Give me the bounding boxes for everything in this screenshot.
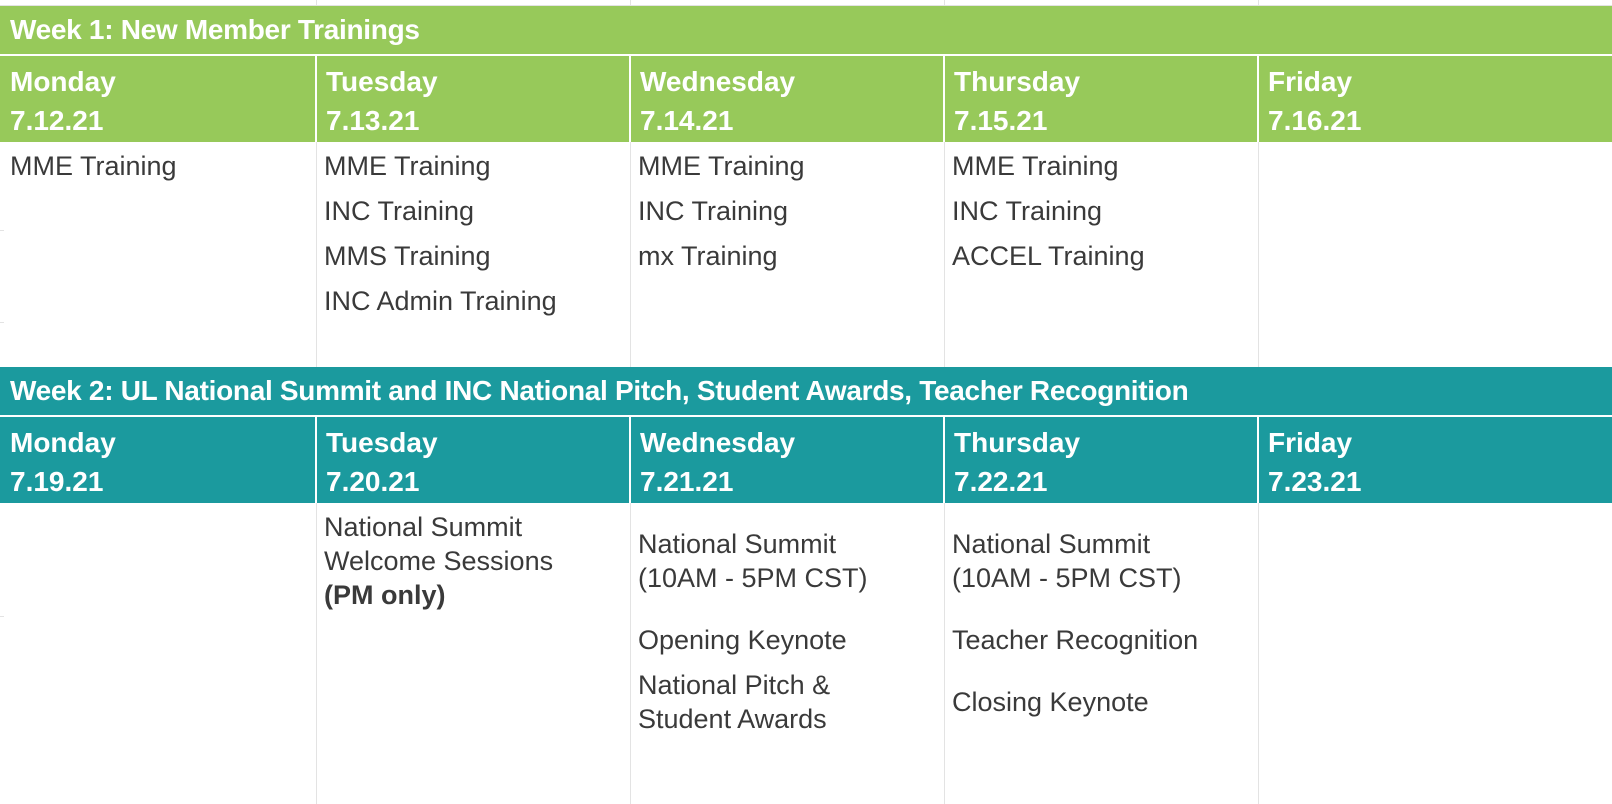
day-name: Monday	[10, 427, 116, 458]
day-name: Friday	[1268, 66, 1353, 97]
pitch-line-1: National Pitch &	[638, 670, 831, 700]
week2-monday-header[interactable]	[0, 423, 316, 501]
header-divider	[0, 415, 1612, 417]
week1-thursday-item[interactable]: MME Training	[952, 151, 1119, 181]
grid-row-line	[0, 322, 4, 323]
week2-thursday-keynote[interactable]: Closing Keynote	[952, 687, 1149, 717]
week2-friday-header[interactable]	[1258, 423, 1612, 501]
week2-day-header-row	[0, 415, 1612, 503]
week2-thursday-header[interactable]	[944, 423, 1258, 501]
pitch-line-2: Student Awards	[638, 704, 827, 734]
grid-row-line	[0, 230, 4, 231]
day-date: 7.23.21	[1268, 466, 1362, 497]
week2-wednesday-header[interactable]	[630, 423, 944, 501]
week2-wednesday-pitch[interactable]	[638, 668, 830, 736]
day-date: 7.14.21	[640, 105, 734, 136]
week1-tuesday-item[interactable]: INC Admin Training	[324, 286, 557, 316]
summit-line-1: National Summit	[952, 529, 1151, 559]
week2-title-row[interactable]	[0, 367, 1612, 415]
day-name: Thursday	[954, 427, 1081, 458]
welcome-line-2: Welcome Sessions	[324, 546, 554, 576]
week2-wednesday-summit[interactable]	[638, 527, 868, 595]
week1-thursday-item[interactable]: ACCEL Training	[952, 241, 1145, 271]
pm-only-note: (PM only)	[324, 580, 446, 610]
week2-tuesday-item[interactable]	[324, 510, 553, 612]
week1-friday-header[interactable]	[1258, 62, 1612, 140]
day-name: Tuesday	[326, 66, 438, 97]
day-date: 7.16.21	[1268, 105, 1362, 136]
week1-monday-header[interactable]	[0, 62, 316, 140]
week2-thursday-summit[interactable]	[952, 527, 1182, 595]
week1-monday-item[interactable]: MME Training	[10, 151, 177, 181]
day-date: 7.12.21	[10, 105, 104, 136]
week1-tuesday-item[interactable]: MME Training	[324, 151, 491, 181]
day-date: 7.19.21	[10, 466, 104, 497]
week2-thursday-recognition[interactable]: Teacher Recognition	[952, 625, 1199, 655]
summit-line-1: National Summit	[638, 529, 837, 559]
week1-day-header-row	[0, 54, 1612, 142]
day-name: Wednesday	[640, 66, 796, 97]
day-date: 7.22.21	[954, 466, 1048, 497]
day-date: 7.13.21	[326, 105, 420, 136]
week1-title: Week 1: New Member Trainings	[10, 14, 420, 45]
week1-wednesday-item[interactable]: mx Training	[638, 241, 778, 271]
week1-tuesday-item[interactable]: MMS Training	[324, 241, 491, 271]
day-name: Friday	[1268, 427, 1353, 458]
week1-wednesday-item[interactable]: INC Training	[638, 196, 789, 226]
day-name: Monday	[10, 66, 116, 97]
week2-wednesday-keynote[interactable]: Opening Keynote	[638, 625, 847, 655]
header-divider	[0, 54, 1612, 56]
week1-thursday-header[interactable]	[944, 62, 1258, 140]
week2-title: Week 2: UL National Summit and INC National Pitch, Student Awards, Teacher Recognition	[10, 375, 1189, 406]
week1-wednesday-item[interactable]: MME Training	[638, 151, 805, 181]
week1-title-row[interactable]	[0, 6, 1612, 54]
day-name: Tuesday	[326, 427, 438, 458]
day-date: 7.20.21	[326, 466, 420, 497]
day-name: Wednesday	[640, 427, 796, 458]
week1-thursday-item[interactable]: INC Training	[952, 196, 1103, 226]
grid-row-line	[0, 616, 4, 617]
summit-line-2: (10AM - 5PM CST)	[638, 563, 868, 593]
day-name: Thursday	[954, 66, 1081, 97]
day-date: 7.21.21	[640, 466, 734, 497]
week2-tuesday-header[interactable]	[316, 423, 630, 501]
summit-line-2: (10AM - 5PM CST)	[952, 563, 1182, 593]
week1-tuesday-item[interactable]: INC Training	[324, 196, 475, 226]
welcome-line-1: National Summit	[324, 512, 523, 542]
day-date: 7.15.21	[954, 105, 1048, 136]
week1-wednesday-header[interactable]	[630, 62, 944, 140]
week1-tuesday-header[interactable]	[316, 62, 630, 140]
